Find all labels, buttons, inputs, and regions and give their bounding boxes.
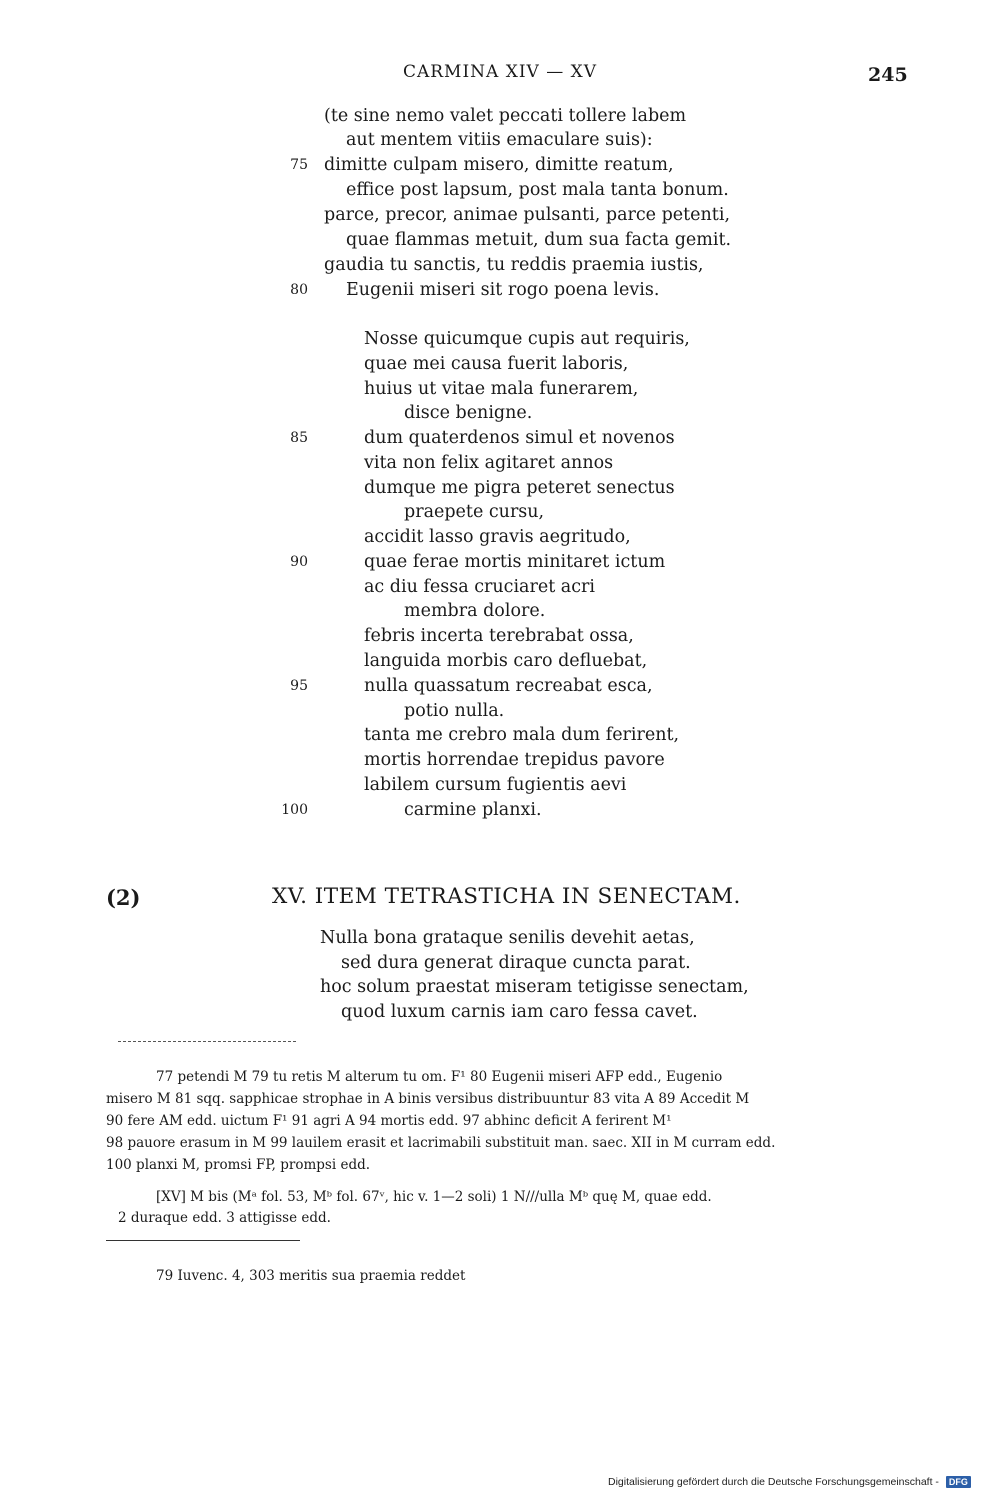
line-number: 85: [290, 430, 308, 446]
verse-line: febris incerta terebrabat ossa,: [364, 626, 634, 646]
verse-line: mortis horrendae trepidus pavore: [364, 750, 665, 770]
verse-line: labilem cursum fugientis aevi: [364, 775, 627, 795]
verse-line: carmine planxi.: [404, 800, 542, 820]
verse-line: quae mei causa fuerit laboris,: [364, 354, 629, 374]
verse-line: sed dura generat diraque cuncta parat.: [341, 953, 691, 973]
verse-line: disce benigne.: [404, 403, 533, 423]
verse-line: accidit lasso gravis aegritudo,: [364, 527, 631, 547]
apparatus-line: 100 planxi M, promsi FP, prompsi edd.: [106, 1157, 371, 1173]
apparatus-line: 90 fere AM edd. uictum F¹ 91 agri A 94 mortis edd. 97 abhinc deficit A ferirent M¹: [106, 1113, 672, 1129]
line-number: 100: [281, 802, 308, 818]
verse-line: quae ferae mortis minitaret ictum: [364, 552, 666, 572]
section-number: (2): [106, 885, 141, 910]
page-number: 245: [868, 64, 908, 86]
verse-line: dum quaterdenos simul et novenos: [364, 428, 675, 448]
verse-line: membra dolore.: [404, 601, 546, 621]
verse-line: quod luxum carnis iam caro fessa cavet.: [341, 1002, 698, 1022]
verse-line: (te sine nemo valet peccati tollere labem: [324, 106, 687, 126]
verse-line: nulla quassatum recreabat esca,: [364, 676, 653, 696]
verse-line: quae flammas metuit, dum sua facta gemit.: [346, 230, 732, 250]
apparatus-separator: [118, 1041, 296, 1042]
apparatus-line: misero M 81 sqq. sapphicae strophae in A binis versibus distribuuntur 83 vita A 89 Accedit M: [106, 1091, 750, 1107]
line-number: 80: [290, 282, 308, 298]
verse-line: tanta me crebro mala dum ferirent,: [364, 725, 680, 745]
verse-line: Nosse quicumque cupis aut requiris,: [364, 329, 690, 349]
apparatus-line: 77 petendi M 79 tu retis M alterum tu om. F¹ 80 Eugenii miseri AFP edd., Eugenio: [156, 1069, 723, 1085]
credit-text: Digitalisierung gefördert durch die Deutsche Forschungsgemeinschaft -: [608, 1476, 939, 1488]
line-number: 75: [290, 157, 308, 173]
section-title: XV. ITEM TETRASTICHA IN SENECTAM.: [272, 884, 741, 909]
verse-line: effice post lapsum, post mala tanta bonum.: [346, 180, 729, 200]
verse-line: gaudia tu sanctis, tu reddis praemia iustis,: [324, 255, 704, 275]
apparatus-line: [XV] M bis (Mᵃ fol. 53, Mᵇ fol. 67ᵛ, hic v. 1—2 soli) 1 N///ulla Mᵇ quę M, quae edd.: [156, 1189, 712, 1205]
apparatus-line: 2 duraque edd. 3 attigisse edd.: [118, 1210, 331, 1226]
verse-line: dumque me pigra peteret senectus: [364, 478, 675, 498]
testimonia-line: 79 Iuvenc. 4, 303 meritis sua praemia reddet: [156, 1268, 466, 1284]
dfg-logo: DFG: [946, 1476, 971, 1488]
verse-line: Nulla bona grataque senilis devehit aetas,: [320, 928, 695, 948]
verse-line: ac diu fessa cruciaret acri: [364, 577, 596, 597]
apparatus-line: 98 pauore erasum in M 99 lauilem erasit et lacrimabili substituit man. saec. XII in M curram edd.: [106, 1135, 776, 1151]
verse-line: dimitte culpam misero, dimitte reatum,: [324, 155, 674, 175]
digitization-credit: [608, 1476, 971, 1488]
verse-line: parce, precor, animae pulsanti, parce petenti,: [324, 205, 731, 225]
verse-line: potio nulla.: [404, 701, 505, 721]
line-number: 90: [290, 554, 308, 570]
verse-line: aut mentem vitiis emaculare suis):: [346, 130, 653, 150]
verse-line: languida morbis caro defluebat,: [364, 651, 648, 671]
line-number: 95: [290, 678, 308, 694]
verse-line: huius ut vitae mala funerarem,: [364, 379, 639, 399]
verse-line: Eugenii miseri sit rogo poena levis.: [346, 280, 660, 300]
verse-line: vita non felix agitaret annos: [364, 453, 614, 473]
running-head: CARMINA XIV — XV: [402, 62, 598, 82]
testimonia-separator: [106, 1240, 300, 1241]
verse-line: hoc solum praestat miseram tetigisse senectam,: [320, 977, 749, 997]
verse-line: praepete cursu,: [404, 502, 545, 522]
